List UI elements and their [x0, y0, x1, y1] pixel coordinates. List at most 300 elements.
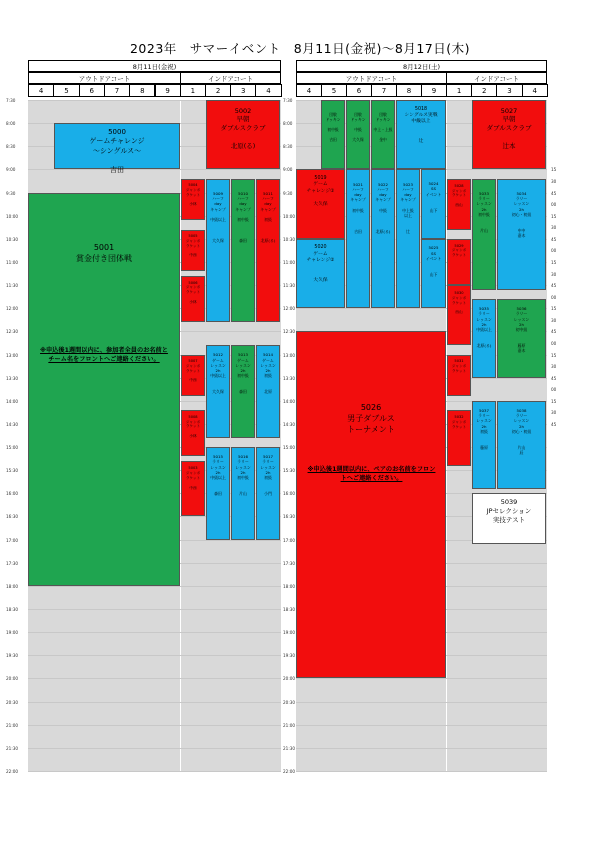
event-text: 団敬	[329, 111, 337, 117]
event-e5025[interactable]	[421, 239, 446, 308]
time-label: 18:30	[283, 607, 296, 613]
event-text: 5014	[263, 352, 273, 358]
event-text: 小林	[189, 299, 197, 304]
event-text: 5003	[188, 466, 198, 471]
event-text: 男子ダブルス	[347, 413, 395, 423]
time-label: 13:30	[283, 375, 296, 381]
event-e5033[interactable]	[472, 179, 496, 290]
event-e5024[interactable]	[421, 169, 446, 238]
event-text: ラケット	[185, 243, 201, 248]
time-label: 9:00	[283, 167, 293, 173]
court-number: 5	[321, 84, 347, 97]
event-text: ジャンボ	[185, 285, 201, 290]
event-text: 嘉木	[517, 348, 526, 354]
event-text: 片山	[239, 490, 247, 496]
event-text: 初中級	[327, 127, 339, 133]
event-text: 初中級	[478, 211, 490, 217]
event-text: ジャンボ	[185, 187, 201, 192]
time-label: 11:30	[283, 283, 296, 289]
event-text: ラケット	[451, 368, 467, 373]
event-text: 2h	[481, 423, 487, 429]
court-number: 4	[296, 84, 322, 97]
time-label: 15:00	[6, 445, 19, 451]
court-number: 4	[522, 84, 548, 97]
event-text: 5021	[353, 181, 363, 187]
event-text: 5009	[213, 190, 223, 196]
time-label: 16:30	[6, 514, 19, 520]
time-label: 7:30	[283, 98, 293, 103]
day2-date-header: 8月12日(土)	[296, 60, 547, 72]
event-text: 5032	[454, 415, 464, 420]
time-label: 7:30	[6, 98, 16, 103]
grid-line	[28, 702, 281, 703]
court-number: 4	[255, 84, 281, 97]
schedule-title: 2023年 サマーイベント 8月11日(金祝)～8月17日(木)	[129, 41, 471, 56]
time-label: 13:00	[283, 352, 296, 358]
event-e5023[interactable]	[396, 169, 420, 308]
event-text: 5006	[188, 280, 198, 285]
time-label: 17:00	[6, 537, 19, 543]
event-text: ジャンボ	[185, 238, 201, 243]
event-text: ラリー	[262, 459, 274, 465]
event-text: ラリー	[212, 459, 224, 465]
event-text: 5026	[360, 403, 382, 413]
time-label: 19:00	[283, 630, 296, 636]
event-e5008[interactable]	[181, 410, 205, 456]
court-number: 1	[180, 84, 206, 97]
event-text: 北原(る)	[230, 141, 256, 150]
event-text: シングルス実戦	[404, 113, 438, 119]
time-label: 16:00	[283, 491, 296, 497]
event-text: 5024	[428, 181, 439, 187]
event-e5031[interactable]	[447, 355, 471, 397]
event-text	[370, 382, 373, 393]
event-text: 中上級	[402, 208, 414, 213]
event-text: ラケット	[185, 368, 201, 373]
event-e5030[interactable]	[447, 285, 471, 345]
event-e5004[interactable]	[181, 179, 205, 221]
time-label: 10:00	[283, 213, 296, 219]
event-text: レッスン	[235, 362, 251, 368]
event-text: 中級以上	[210, 217, 226, 223]
event-text: ジャンボ	[185, 471, 201, 476]
event-e5014[interactable]	[256, 345, 280, 438]
event-e5019[interactable]	[296, 169, 345, 238]
event-text: 嘉木	[517, 233, 526, 239]
event-e5038[interactable]	[497, 401, 546, 489]
event-text: day	[264, 201, 272, 207]
event-text: 中級	[379, 208, 387, 213]
minute-label: 00	[551, 202, 557, 208]
note-left: ※申込後1週間以内に、参加者全員のお名前と チーム名をフロントへご連絡ください。	[40, 347, 168, 364]
event-e5026[interactable]	[296, 331, 446, 678]
time-label: 9:30	[6, 190, 16, 196]
event-text: 北原(る)	[375, 229, 391, 235]
event-e5012[interactable]	[206, 345, 230, 438]
event-text: JPセレクション	[486, 507, 532, 516]
event-text: 2h	[215, 368, 221, 374]
grid-line	[28, 771, 281, 772]
event-text: 5035	[479, 305, 489, 311]
event-text: ジャンボ	[451, 363, 467, 368]
time-label: 10:00	[6, 213, 19, 219]
event-text: 初中級	[237, 217, 249, 223]
event-e5010[interactable]	[231, 179, 255, 322]
event-text: 賞金付き団体戦	[76, 253, 132, 263]
court-number: 7	[371, 84, 397, 97]
event-text: 5038	[516, 407, 527, 413]
event-text: 実技テスト	[492, 515, 526, 524]
event-e5011[interactable]	[256, 179, 280, 322]
event-text: 辻	[418, 138, 424, 144]
minute-label: 45	[551, 283, 557, 289]
court-number: 4	[28, 84, 54, 97]
event-text: 中西	[189, 253, 197, 258]
event-text: 中級以上	[210, 475, 226, 481]
time-label: 11:30	[6, 283, 19, 289]
event-text: ドッキン	[375, 116, 391, 122]
time-label: 13:00	[6, 352, 19, 358]
event-text: 2h	[240, 368, 246, 374]
event-text: 山下	[429, 271, 438, 277]
time-label: 14:30	[6, 421, 19, 427]
time-label: 16:30	[283, 514, 296, 520]
grid-line	[28, 609, 281, 610]
event-text: 中西	[189, 485, 197, 490]
event-e5021[interactable]	[346, 169, 370, 308]
event-text: ラリー	[237, 459, 249, 465]
event-e5007[interactable]	[181, 355, 205, 397]
event-text: ジャンボ	[185, 419, 201, 424]
minute-label: 15	[551, 213, 557, 219]
event-text: 5002	[234, 106, 252, 115]
event-text: 5025	[428, 245, 439, 251]
time-label: 15:30	[283, 468, 296, 474]
day2-indoor-header: インドアコート	[446, 72, 547, 84]
minute-label: 45	[551, 236, 557, 242]
event-text: レッスン	[235, 464, 251, 470]
minute-label: 15	[551, 259, 557, 265]
minute-label: 00	[551, 340, 557, 346]
event-e5034[interactable]	[497, 179, 546, 290]
event-text: 初級	[264, 475, 272, 481]
time-label: 16:00	[6, 491, 19, 497]
event-text: 初級	[264, 373, 272, 379]
event-text: ラリー	[515, 196, 528, 202]
event-text: 早朝	[236, 115, 250, 124]
court-number: 9	[421, 84, 447, 97]
court-number: 6	[346, 84, 372, 97]
event-e5002[interactable]	[206, 100, 280, 169]
event-text: 5001	[93, 242, 115, 252]
event-text: 大久保	[313, 277, 328, 283]
event-text: 西山	[455, 310, 463, 315]
event-text: ゲーム	[262, 357, 274, 363]
time-label: 14:00	[283, 398, 296, 404]
event-text: レッスン	[513, 316, 530, 322]
event-text: 大久保	[352, 137, 364, 143]
time-label: 19:30	[6, 653, 19, 659]
minute-label: 00	[551, 294, 557, 300]
event-text: ハーフ	[352, 186, 364, 192]
event-text: 5013	[238, 352, 248, 358]
time-label: 17:30	[6, 560, 19, 566]
event-e5032[interactable]	[447, 410, 471, 466]
court-number: 3	[496, 84, 522, 97]
event-text: 5019	[314, 175, 327, 181]
event-e5037[interactable]	[472, 401, 496, 489]
minute-label: 30	[551, 178, 557, 184]
time-label: 9:30	[283, 190, 293, 196]
grid-line	[296, 725, 547, 726]
event-text: 中西	[189, 378, 197, 383]
grid-line	[28, 678, 281, 679]
event-text: 辻	[406, 229, 410, 235]
event-text: 森田	[239, 389, 247, 395]
event-text: day	[404, 192, 412, 198]
event-text: キャンプ	[260, 206, 276, 212]
court-number: 9	[155, 84, 181, 97]
event-text: ラケット	[451, 253, 467, 258]
event-text: day	[354, 192, 362, 198]
event-e5018b[interactable]	[346, 100, 370, 169]
event-text: ゲーム	[237, 357, 249, 363]
day2-outdoor-header: アウトドアコート	[296, 72, 447, 84]
event-text	[103, 221, 106, 232]
time-label: 10:30	[6, 236, 19, 242]
minute-label: 00	[551, 387, 557, 393]
event-text: 辰	[519, 449, 524, 455]
event-text: レッスン	[513, 201, 530, 207]
event-text: 2h	[215, 469, 221, 475]
grid-line	[296, 702, 547, 703]
event-text: ラリー	[478, 413, 490, 419]
event-text: キャンプ	[375, 197, 391, 203]
event-text: 早朝	[502, 115, 516, 124]
event-text: レッスン	[476, 201, 492, 207]
event-e5006[interactable]	[181, 276, 205, 322]
event-text: チャレンジ①	[306, 188, 335, 194]
time-label: 19:30	[283, 653, 296, 659]
grid-line	[28, 655, 281, 656]
event-text: 中級以上	[476, 327, 492, 333]
event-text: ハーフ	[237, 196, 249, 202]
minute-label: 45	[551, 329, 557, 335]
court-number: 2	[205, 84, 231, 97]
time-label: 12:00	[283, 306, 296, 312]
event-text	[242, 133, 244, 142]
event-text: ゲームチャレンジ	[89, 137, 145, 146]
event-text: 辻本	[502, 141, 516, 150]
time-label: 11:00	[283, 259, 296, 265]
time-label: 12:30	[283, 329, 296, 335]
event-e5001[interactable]	[28, 193, 180, 586]
court-number: 2	[471, 84, 497, 97]
minute-label: 30	[551, 225, 557, 231]
event-text: 金中	[379, 137, 387, 143]
court-number: 3	[230, 84, 256, 97]
event-text: 5037	[479, 407, 489, 413]
minute-label: 30	[551, 317, 557, 323]
event-e5009[interactable]	[206, 179, 230, 322]
grid-line	[296, 678, 547, 679]
time-label: 22:00	[283, 769, 296, 774]
event-text: 2h	[519, 423, 524, 429]
event-text	[116, 156, 118, 165]
event-e5005[interactable]	[181, 230, 205, 272]
event-e5000[interactable]	[54, 123, 180, 174]
minute-label: 45	[551, 190, 557, 196]
event-text: ハーフ	[377, 186, 389, 192]
event-text: ラケット	[185, 424, 201, 429]
event-text: レッスン	[476, 418, 492, 424]
time-label: 21:00	[283, 722, 296, 728]
event-text: 5034	[516, 190, 527, 196]
event-text: ジャンボ	[185, 363, 201, 368]
event-e5013[interactable]	[231, 345, 255, 438]
event-text: 初級	[264, 217, 272, 223]
event-text: 5000	[108, 127, 126, 136]
event-text	[370, 371, 373, 382]
event-text: 5028	[454, 183, 464, 188]
event-e5029[interactable]	[447, 239, 471, 285]
event-e5015[interactable]	[206, 447, 230, 540]
time-label: 14:00	[6, 398, 19, 404]
event-text: ラケット	[185, 290, 201, 295]
event-text: 北原	[264, 389, 272, 395]
time-label: 19:00	[6, 630, 19, 636]
event-text: 5012	[213, 352, 223, 358]
event-text: 西山	[455, 203, 463, 208]
event-e5022[interactable]	[371, 169, 395, 308]
time-label: 21:00	[6, 722, 19, 728]
time-label: 20:30	[6, 699, 19, 705]
minute-label: 45	[551, 375, 557, 381]
event-e5028[interactable]	[447, 179, 471, 230]
event-text: 5005	[188, 233, 198, 238]
event-text: 以上	[404, 213, 412, 219]
time-label: 12:30	[6, 329, 19, 335]
time-label: 18:30	[6, 607, 19, 613]
event-text	[103, 200, 106, 211]
event-text: レッスン	[260, 464, 276, 470]
time-label: 15:30	[6, 468, 19, 474]
event-text: 吉田	[329, 137, 337, 143]
minute-label: 45	[551, 421, 557, 427]
event-text: イベント	[425, 191, 442, 197]
event-text: 5030	[454, 290, 464, 295]
event-text: 5015	[213, 454, 223, 460]
event-text	[370, 349, 373, 360]
grid-line	[296, 771, 547, 772]
event-e5003[interactable]	[181, 461, 205, 517]
event-text: レッスン	[210, 464, 226, 470]
event-text: ゲーム	[212, 357, 224, 363]
event-e5035[interactable]	[472, 299, 496, 378]
court-number: 7	[104, 84, 130, 97]
event-e5017[interactable]	[256, 447, 280, 540]
event-text: 吉田	[354, 229, 362, 235]
event-text: 初中級	[515, 327, 528, 333]
minute-label: 00	[551, 248, 557, 254]
event-text: day	[379, 192, 387, 198]
time-label: 10:30	[283, 236, 296, 242]
event-text: 北原(る)	[260, 238, 276, 244]
event-e5027[interactable]	[472, 100, 546, 169]
event-text	[508, 133, 510, 142]
court-number: 5	[53, 84, 79, 97]
minute-label: 15	[551, 167, 557, 173]
time-label: 18:00	[6, 583, 19, 589]
day1-indoor-header: インドアコート	[180, 72, 281, 84]
event-text: イベント	[425, 255, 442, 261]
event-text: 5033	[479, 190, 489, 196]
grid-line	[28, 725, 281, 726]
event-text: 団敬	[379, 111, 387, 117]
event-text: 5018	[414, 106, 428, 112]
event-text: レッスン	[260, 362, 276, 368]
event-text: 団敬	[354, 111, 362, 117]
event-text: 2h	[519, 206, 524, 212]
event-e5039[interactable]	[472, 493, 546, 544]
event-text: 5027	[500, 106, 518, 115]
event-text: ～シングルス～	[92, 146, 142, 155]
event-text: ラリー	[478, 196, 490, 202]
event-text: ラリー	[515, 311, 528, 317]
event-text: 中中	[517, 227, 526, 233]
event-text: SS	[431, 186, 436, 192]
event-text: day	[214, 201, 222, 207]
event-text: 森田	[214, 490, 222, 496]
event-text: ドッキン	[325, 116, 341, 122]
minute-label: 30	[551, 364, 557, 370]
event-text: レッスン	[476, 316, 492, 322]
event-text: 5031	[454, 358, 464, 363]
event-text: 5010	[238, 190, 248, 196]
note-right: ※申込後1週間以内に、ペアのお名前をフロン トへご連絡ください。	[307, 466, 436, 483]
event-text: 2h	[481, 206, 487, 212]
event-text: 中級以上	[411, 119, 431, 125]
event-text: ダブルスクラブ	[220, 124, 266, 133]
event-e5016[interactable]	[231, 447, 255, 540]
event-text: 北原(る)	[476, 342, 492, 348]
event-text: キャンプ	[350, 197, 366, 203]
event-text: 初中級	[237, 373, 249, 379]
time-label: 22:00	[6, 769, 19, 774]
event-e5036[interactable]	[497, 299, 546, 378]
time-label: 8:30	[283, 144, 293, 150]
grid-line	[28, 586, 281, 587]
event-e5018[interactable]	[396, 100, 446, 169]
event-text: 2h	[240, 469, 246, 475]
time-label: 15:00	[283, 445, 296, 451]
event-text: 片山	[517, 444, 526, 450]
time-label: 14:30	[283, 421, 296, 427]
event-text: ハーフ	[212, 196, 224, 202]
event-text: 小林	[189, 202, 197, 207]
grid-line	[28, 632, 281, 633]
event-text: ラケット	[185, 192, 201, 197]
event-text: レッスン	[210, 362, 226, 368]
event-text	[370, 392, 373, 403]
event-text: 初心・初級	[511, 211, 532, 217]
event-text: 5022	[378, 181, 388, 187]
time-label: 21:30	[6, 745, 19, 751]
event-e5018a[interactable]	[321, 100, 345, 169]
event-e5018c[interactable]	[371, 100, 395, 169]
event-e5020[interactable]	[296, 239, 345, 308]
event-text: ラケット	[451, 425, 467, 430]
